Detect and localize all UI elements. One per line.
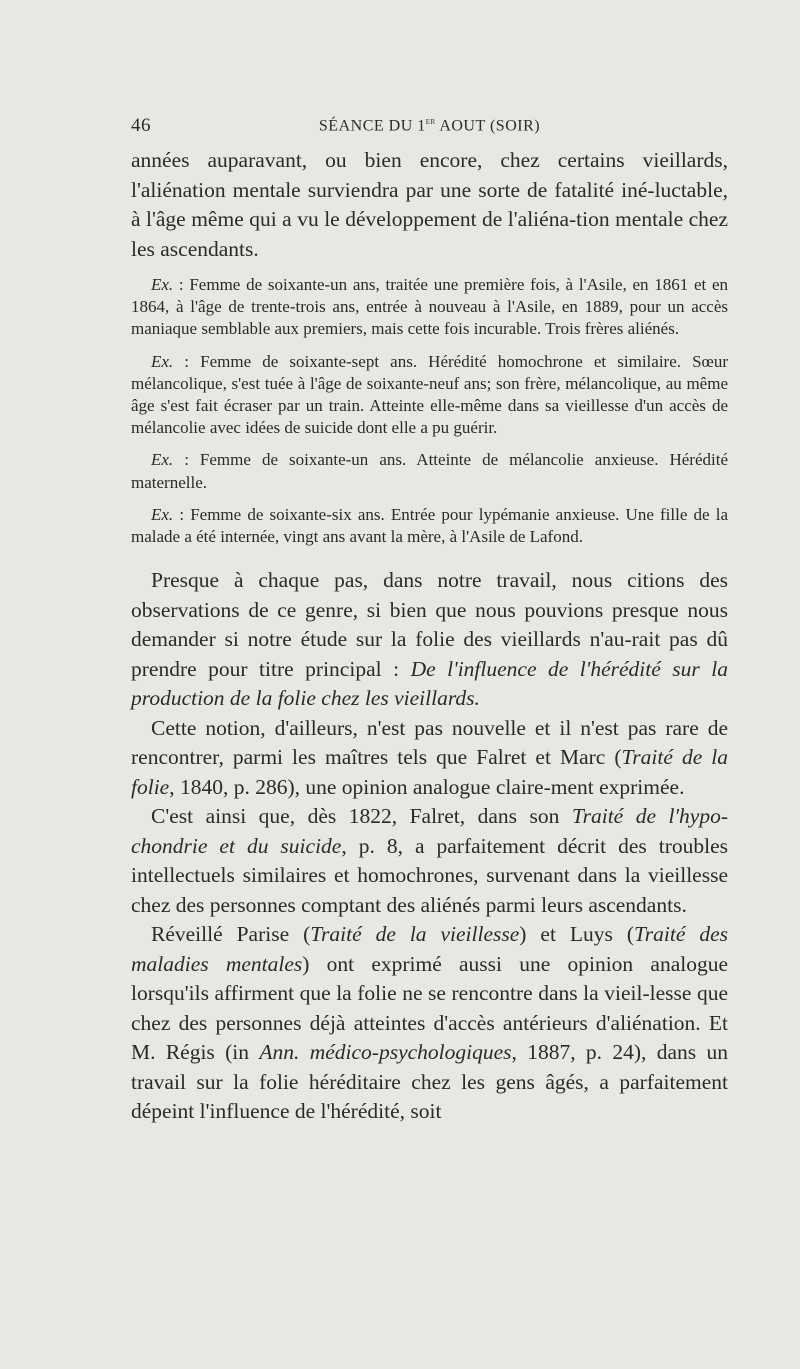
example-4: Ex. : Femme de soixante-six ans. Entrée pour lypémanie anxieuse. Une fille de la malade a été internée, vingt ans avant la mère, à l'Asile de Lafond. [131,504,728,547]
page-number: 46 [131,115,151,136]
running-header [131,112,728,142]
paragraph-falret: C'est ainsi que, dès 1822, Falret, dans son Traité de l'hypo-chondrie et du suicide, p. 8, a parfaitement décrit des troubles intellectuels similaires et homochrones, survenant dans la vieillesse chez des personnes comptant des aliénés parmi leurs ascendants. [131,804,729,917]
paragraph-continuation: années auparavant, ou bien encore, chez certains vieillards, l'aliénation mentale surviendra par une sorte de fatalité iné-luctable, à l'âge même qui a vu le développement de l'aliéna-tion mentale chez les ascendants. [131,148,728,261]
paragraph-notion: Cette notion, d'ailleurs, n'est pas nouvelle et il n'est pas rare de rencontrer, parmi les maîtres tels que Falret et Marc (Traité de la folie, 1840, p. 286), une opinion analogue claire-ment exprimée. [131,715,728,799]
example-1: Ex. : Femme de soixante-un ans, traitée une première fois, à l'Asile, en 1861 et en 1864, à l'âge de trente-trois ans, entrée à nouveau à l'Asile, en 1889, pour un accès maniaque semblable aux premiers, mais cette fois incurable. Trois frères aliénés. [131,275,728,339]
example-2: Ex. : Femme de soixante-sept ans. Hérédité homochrone et similaire. Sœur mélancolique, s'est tuée à l'âge de soixante-neuf ans; son frère, mélancolique, au même âge s'est fait écraser par un train. Atteinte elle-même dans sa vieillesse d'un accès de mélancolie avec idées de suicide dont elle a pu guérir. [131,351,728,438]
paragraph-presque: Presque à chaque pas, dans notre travail, nous citions des observations de ce genre, si bien que nous pouvions presque nous demander si notre étude sur la folie des vieillards n'au-rait pas dû prendre pour titre principal : De l'influence de l'hérédité sur la production de la folie chez les vieillards. [131,568,728,711]
paragraph-reveille: Réveillé Parise (Traité de la vieillesse) et Luys (Traité des maladies mentales) ont exprimé aussi une opinion analogue lorsqu'ils affirment que la folie ne se rencontre dans la vieil-lesse que chez des personnes déjà atteintes d'accès antérieurs d'aliénation. Et M. Régis (in Ann. médico-psychologiques, 1887, p. 24), dans un travail sur la folie héréditaire chez les gens âgés, a parfaitement dépeint l'influence de l'hérédité, soit [131,922,729,1124]
page-body [131,146,728,1127]
example-3: Ex. : Femme de soixante-un ans. Atteinte de mélancolie anxieuse. Hérédité maternelle. [131,450,728,492]
running-title: SÉANCE DU 1er AOUT (SOIR) [318,116,541,135]
